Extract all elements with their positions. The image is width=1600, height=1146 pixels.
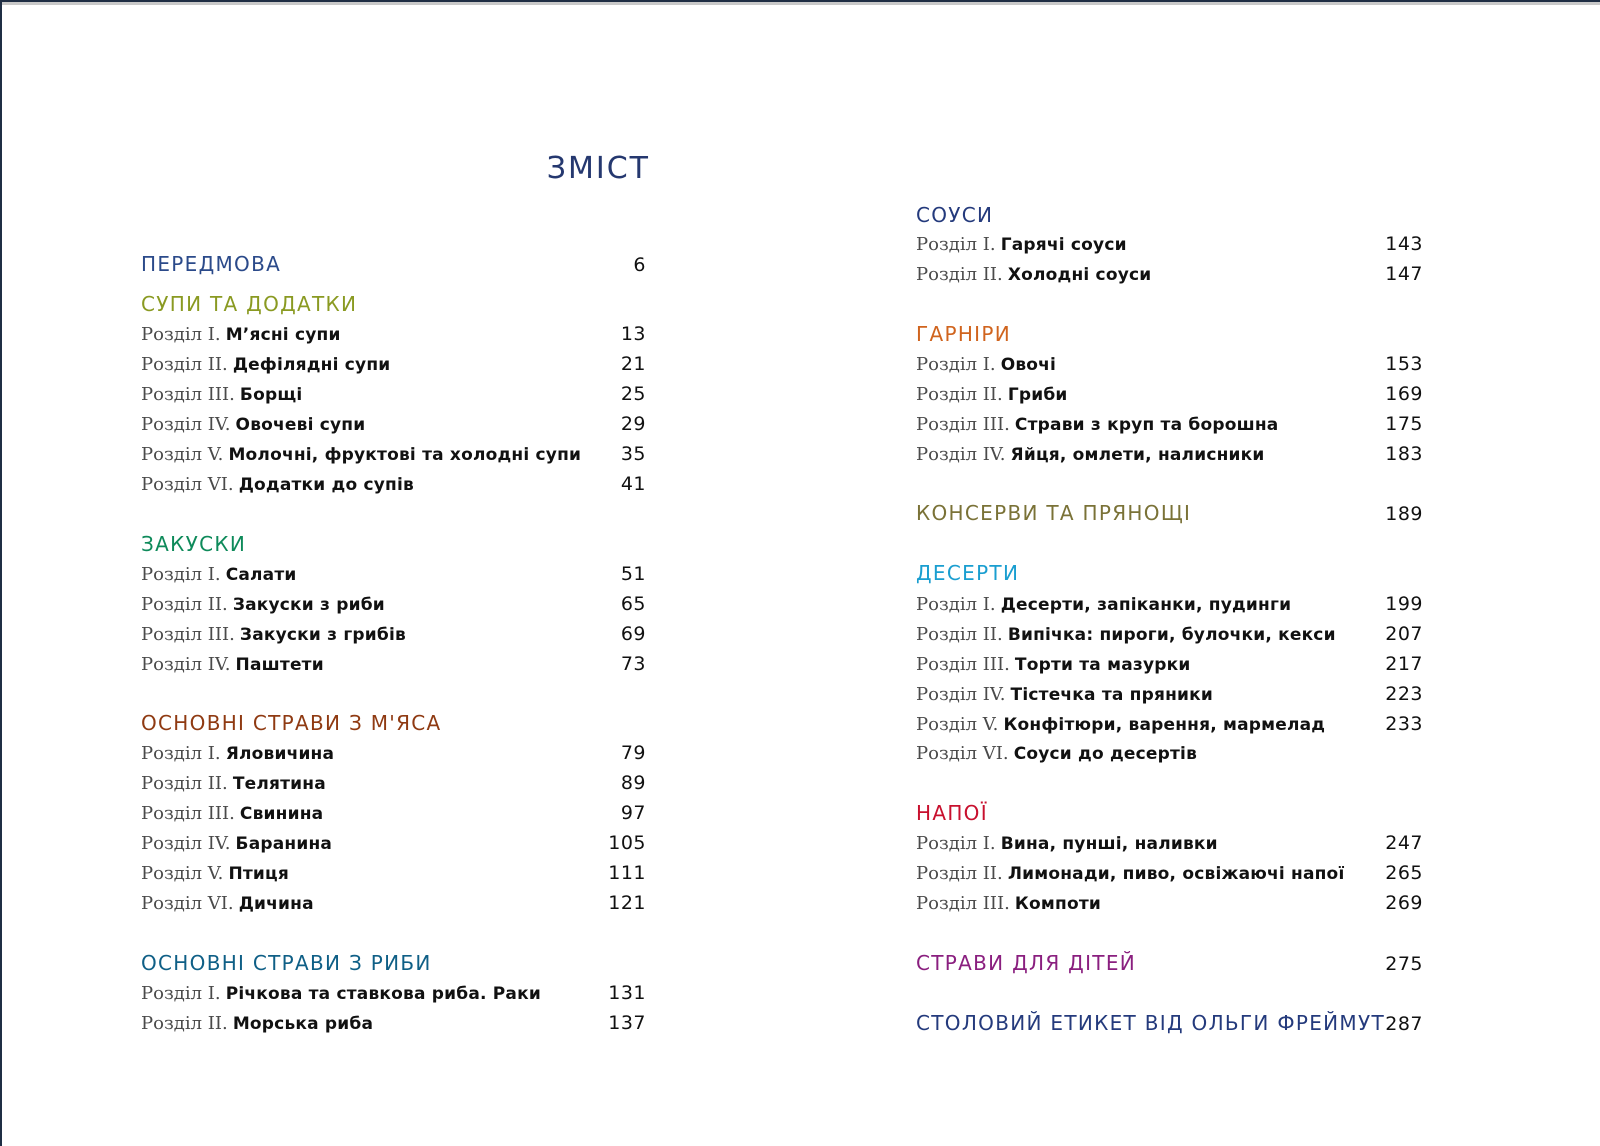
toc-entry [916,380,1423,408]
chapter-prefix: Розділ II. [916,383,1003,405]
chapter-prefix: Розділ III. [916,892,1010,914]
toc-entry [141,470,646,498]
entry-title [141,830,332,858]
chapter-prefix: Розділ III. [141,802,235,824]
section-title: ГАРНІРИ [916,322,1011,346]
entry-title [141,621,406,649]
entry-title [141,591,385,619]
chapter-prefix: Розділ I. [141,324,221,345]
page-number: 287 [1385,1013,1423,1035]
page-number: 105 [608,831,646,854]
chapter-prefix: Розділ I. [916,594,996,615]
chapter-name: Додатки до супів [238,474,414,495]
section-title: ЗАКУСКИ [141,532,247,556]
chapter-name: Річкова та ставкова риба. Раки [225,984,541,1004]
section-kids [916,949,1423,977]
entry-title [141,890,314,918]
chapter-prefix: Розділ I. [916,354,996,375]
section-snacks [141,530,646,558]
page-number: 65 [620,592,646,615]
page-number: 183 [1385,442,1423,465]
page-number: 247 [1385,832,1423,854]
chapter-prefix: Розділ I. [141,564,221,585]
page-number: 79 [620,742,646,764]
chapter-prefix: Розділ III. [141,383,235,405]
section-title: КОНСЕРВИ ТА ПРЯНОЩІ [916,501,1192,525]
chapter-name: Тістечка та пряники [1010,684,1214,705]
entry-title [141,740,334,768]
chapter-prefix: Розділ IV. [916,443,1006,465]
entry-title [141,321,341,349]
toc-entry [916,650,1423,678]
chapter-name: Баранина [235,833,333,854]
toc-entry [916,829,1423,857]
chapter-name: М’ясні супи [225,325,341,345]
section-sides [916,320,1423,348]
entry-title [916,740,1197,768]
chapter-name: Овочі [1000,355,1057,375]
entry-title [916,621,1336,649]
chapter-name: Борщі [239,384,303,405]
entry-title [916,591,1291,619]
chapter-name: Страви з круп та борошна [1014,414,1279,435]
chapter-name: Вина, пунші, наливки [1000,834,1218,854]
chapter-name: Випічка: пироги, булочки, кекси [1007,624,1336,645]
toc-entry [141,979,646,1007]
toc-entry [916,410,1423,438]
chapter-prefix: Розділ IV. [141,832,231,854]
entry-title [916,711,1325,739]
chapter-name: Салати [225,565,297,585]
page-number: 207 [1385,622,1423,645]
toc-entry [916,440,1423,468]
chapter-name: Лимонади, пиво, освіжаючі напої [1007,863,1345,884]
toc-entry [141,320,646,348]
section-preface [141,250,646,278]
entry-title [141,441,581,469]
chapter-name: Яйця, омлети, налисники [1010,444,1265,465]
section-title: НАПОЇ [916,801,988,825]
page-number: 51 [620,563,646,585]
entry-title [916,351,1056,379]
page-number: 131 [608,982,646,1004]
chapter-name: Гриби [1007,384,1068,405]
toc-entry [916,620,1423,648]
left-column [141,5,646,1105]
page-number: 175 [1385,412,1423,435]
chapter-name: Паштети [235,654,324,675]
entry-title [141,561,297,589]
page-number: 137 [608,1011,646,1034]
entry-title [141,800,323,828]
chapter-prefix: Розділ III. [916,413,1010,435]
chapter-name: Морська риба [232,1013,374,1034]
page-title: ЗМІСТ [546,151,650,186]
chapter-name: Конфітюри, варення, мармелад [1003,714,1326,735]
page-number: 97 [620,801,646,824]
entry-title [141,770,326,798]
chapter-name: Дефілядні супи [232,354,391,375]
page-number: 121 [608,891,646,914]
section-fish [141,949,646,977]
chapter-prefix: Розділ II. [916,623,1003,645]
entry-title [141,411,365,439]
section-sauces [916,201,1423,229]
toc-entry [916,230,1423,258]
chapter-prefix: Розділ II. [141,353,228,375]
page-number: 153 [1385,353,1423,375]
toc-entry [916,859,1423,887]
page-number: 111 [608,861,646,884]
chapter-name: Яловичина [225,744,335,764]
section-title: СОУСИ [916,203,994,227]
toc-entry [141,769,646,797]
page-number: 35 [620,442,646,465]
page-number: 29 [620,412,646,435]
toc-entry [141,650,646,678]
toc-entry [141,739,646,767]
chapter-name: Гарячі соуси [1000,235,1127,255]
page-number: 13 [620,323,646,345]
chapter-name: Закуски з грибів [239,624,406,645]
page-number: 169 [1385,382,1423,405]
page-number: 21 [620,352,646,375]
chapter-prefix: Розділ VI. [916,742,1009,764]
section-meat [141,709,646,737]
section-soups [141,290,646,318]
chapter-name: Птиця [228,863,289,884]
chapter-name: Овочеві супи [235,414,366,435]
entry-title [141,980,541,1008]
section-title: ПЕРЕДМОВА [141,252,282,276]
section-preserves [916,499,1423,527]
entry-title [141,1010,373,1038]
chapter-prefix: Розділ VI. [141,473,234,495]
toc-entry [141,380,646,408]
chapter-prefix: Розділ V. [141,862,224,884]
section-desserts [916,559,1423,587]
toc-entry [141,410,646,438]
toc-entry [916,350,1423,378]
toc-entry [141,350,646,378]
page-number: 89 [620,771,646,794]
chapter-name: Дичина [238,893,314,914]
chapter-prefix: Розділ II. [141,1012,228,1034]
entry-title [916,411,1278,439]
chapter-name: Холодні соуси [1007,264,1152,285]
toc-entry [916,710,1423,738]
toc-entry [141,859,646,887]
entry-title [916,830,1218,858]
toc-entry [141,829,646,857]
chapter-prefix: Розділ I. [916,234,996,255]
chapter-prefix: Розділ III. [141,623,235,645]
entry-title [141,351,390,379]
entry-title [916,381,1068,409]
page-number: 217 [1385,652,1423,675]
page-number: 25 [620,382,646,405]
right-column [916,5,1423,1105]
section-title: СТОЛОВИЙ ЕТИКЕТ ВІД ОЛЬГИ ФРЕЙМУТ [916,1011,1385,1035]
entry-title [141,471,414,499]
page-number: 223 [1385,682,1423,705]
toc-entry [141,440,646,468]
section-drinks [916,799,1423,827]
chapter-name: Соуси до десертів [1013,743,1198,764]
chapter-prefix: Розділ I. [141,983,221,1004]
entry-title [916,441,1265,469]
chapter-name: Компоти [1014,893,1101,914]
chapter-name: Торти та мазурки [1014,654,1191,675]
toc-entry [141,1009,646,1037]
page-number: 73 [620,652,646,675]
section-title: СТРАВИ ДЛЯ ДІТЕЙ [916,951,1137,975]
section-title: ОСНОВНІ СТРАВИ З М'ЯСА [141,711,442,735]
chapter-prefix: Розділ IV. [141,413,231,435]
page-number: 233 [1385,712,1423,735]
page-number: 143 [1385,233,1423,255]
chapter-prefix: Розділ II. [916,862,1003,884]
entry-title [916,261,1151,289]
page-number: 41 [620,472,646,495]
toc-entry [141,620,646,648]
entry-title [916,651,1190,679]
page-number: 147 [1385,262,1423,285]
page-number: 199 [1385,593,1423,615]
toc-entry [916,889,1423,917]
page-number: 189 [1385,503,1423,525]
chapter-prefix: Розділ II. [916,263,1003,285]
section-title: ДЕСЕРТИ [916,561,1020,585]
entry-title [916,231,1127,259]
page-number: 6 [633,254,646,276]
toc-entry [916,260,1423,288]
toc-entry [916,680,1423,708]
toc-entry [916,740,1423,768]
chapter-prefix: Розділ IV. [141,653,231,675]
toc-entry [141,889,646,917]
chapter-name: Десерти, запіканки, пудинги [1000,595,1292,615]
entry-title [141,651,324,679]
toc-page [2,2,1600,1146]
chapter-prefix: Розділ I. [916,833,996,854]
chapter-prefix: Розділ II. [141,593,228,615]
section-etiquette [916,1009,1423,1037]
entry-title [916,860,1344,888]
chapter-name: Молочні, фруктові та холодні супи [228,444,582,465]
chapter-name: Закуски з риби [232,594,385,615]
chapter-name: Свинина [239,803,324,824]
entry-title [141,381,302,409]
chapter-prefix: Розділ V. [141,443,224,465]
toc-entry [916,590,1423,618]
page-number: 69 [620,622,646,645]
page-number: 265 [1385,861,1423,884]
chapter-prefix: Розділ I. [141,743,221,764]
chapter-name: Телятина [232,773,326,794]
entry-title [916,890,1101,918]
chapter-prefix: Розділ VI. [141,892,234,914]
chapter-prefix: Розділ II. [141,772,228,794]
page-number: 275 [1385,953,1423,975]
entry-title [916,681,1213,709]
toc-entry [141,560,646,588]
chapter-prefix: Розділ III. [916,653,1010,675]
entry-title [141,860,289,888]
toc-entry [141,590,646,618]
chapter-prefix: Розділ V. [916,713,999,735]
section-title: СУПИ ТА ДОДАТКИ [141,292,358,316]
page-number: 269 [1385,891,1423,914]
section-title: ОСНОВНІ СТРАВИ З РИБИ [141,951,432,975]
toc-entry [141,799,646,827]
chapter-prefix: Розділ IV. [916,683,1006,705]
